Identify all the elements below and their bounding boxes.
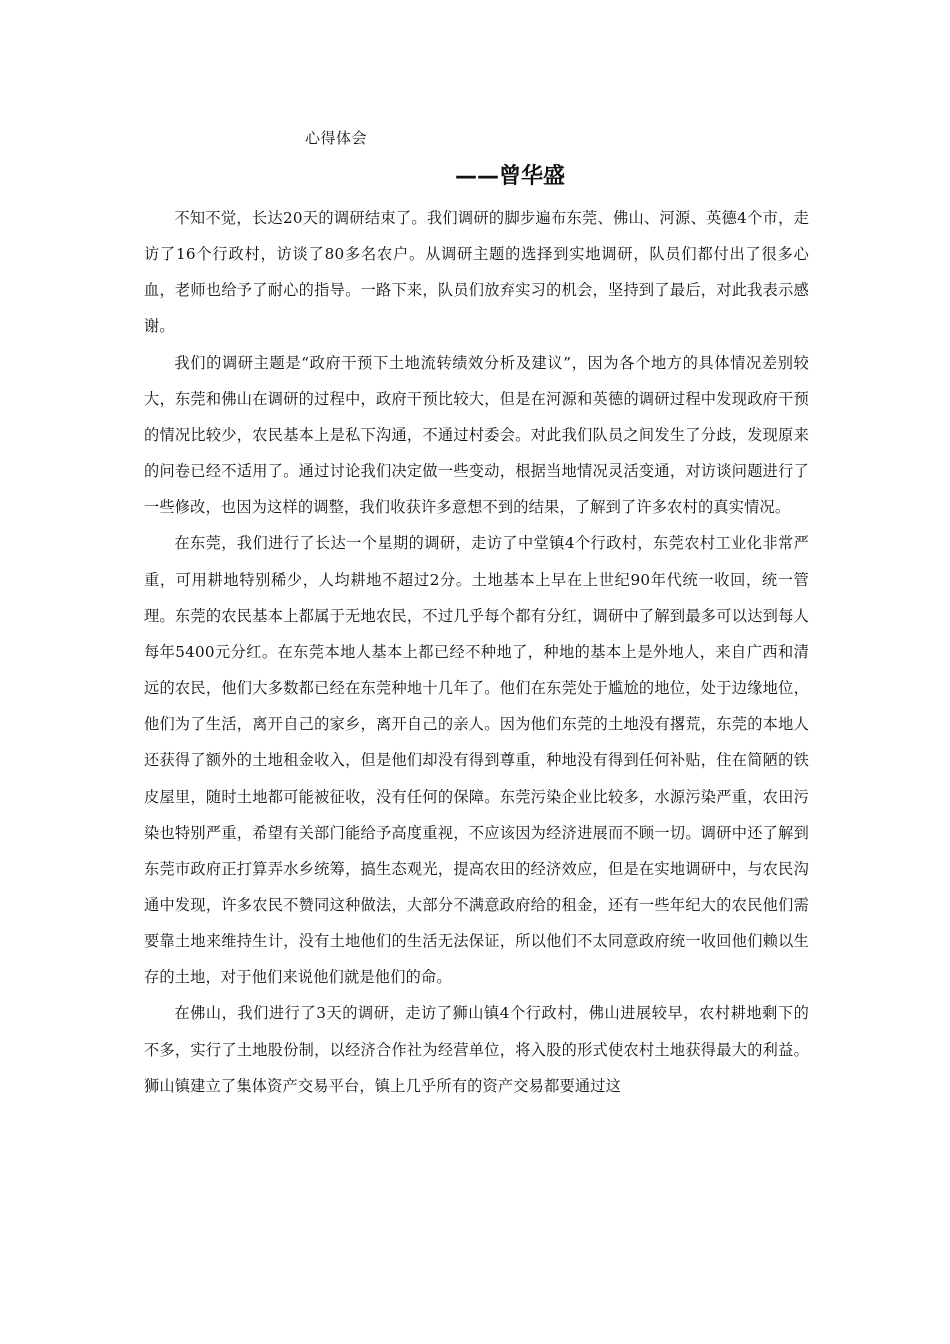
paragraph-dongguan: 在东莞，我们进行了长达一个星期的调研，走访了中堂镇4个行政村，东莞农村工业化非常严重，可用耕地特别稀少，人均耕地不超过2分。土地基本上早在上世纪90年代统一收回，统一管理。东莞的农民基本上都属于无地农民，不过几乎每个都有分红，调研中了解到最多可以达到每人每年5400元分红。在东莞本地人基本上都已经不种地了，种地的基本上是外地人，来自广西和清远的农民，他们大多数都已经在东莞种地十几年了。他们在东莞处于尴尬的地位，处于边缘地位，他们为了生活，离开自己的家乡，离开自己的亲人。因为他们东莞的土地没有撂荒，东莞的本地人还获得了额外的土地租金收入，但是他们却没有得到尊重，种地没有得到任何补贴，住在简陋的铁皮屋里，随时土地都可能被征收，没有任何的保障。东莞污染企业比较多，水源污染严重，农田污染也特别严重，希望有关部门能给予高度重视，不应该因为经济进展而不顾一切。调研中还了解到东莞市政府正打算弄水乡统筹，搞生态观光，提高农田的经济效应，但是在实地调研中，与农民沟通中发现，许多农民不赞同这种做法，大部分不满意政府给的租金，还有一些年纪大的农民他们需要靠土地来维持生计，没有土地他们的生活无法保证，所以他们不太同意政府统一收回他们赖以生存的土地，对于他们来说他们就是他们的命。 [144, 534, 809, 987]
paragraph-theme: 我们的调研主题是“政府干预下土地流转绩效分析及建议”，因为各个地方的具体情况差别较大，东莞和佛山在调研的过程中，政府干预比较大，但是在河源和英德的调研过程中发现政府干预的情况比较少，农民基本上是私下沟通，不通过村委会。对此我们队员之间发生了分歧，发现原来的问卷已经不适用了。通过讨论我们决定做一些变动，根据当地情况灵活变通，对访谈问题进行了一些修改，也因为这样的调整，我们收获许多意想不到的结果，了解到了许多农村的真实情况。 [144, 353, 809, 517]
author-name: ——曾华盛 [455, 164, 566, 189]
document-title: 心得体会 [305, 129, 368, 147]
document-body [144, 200, 809, 1104]
paragraph-foshan: 在佛山，我们进行了3天的调研，走访了狮山镇4个行政村，佛山进展较早，农村耕地剩下的不多，实行了土地股份制，以经济合作社为经营单位，将入股的形式使农村土地获得最大的利益。狮山镇建立了集体资产交易平台，镇上几乎所有的资产交易都要通过这 [144, 1004, 809, 1095]
paragraph-intro: 不知不觉，长达20天的调研结束了。我们调研的脚步遍布东莞、佛山、河源、英德4个市，走访了16个行政村，访谈了80多名农户。从调研主题的选择到实地调研，队员们都付出了很多心血，老师也给予了耐心的指导。一路下来，队员们放弃实习的机会，坚持到了最后，对此我表示感谢。 [144, 209, 809, 336]
